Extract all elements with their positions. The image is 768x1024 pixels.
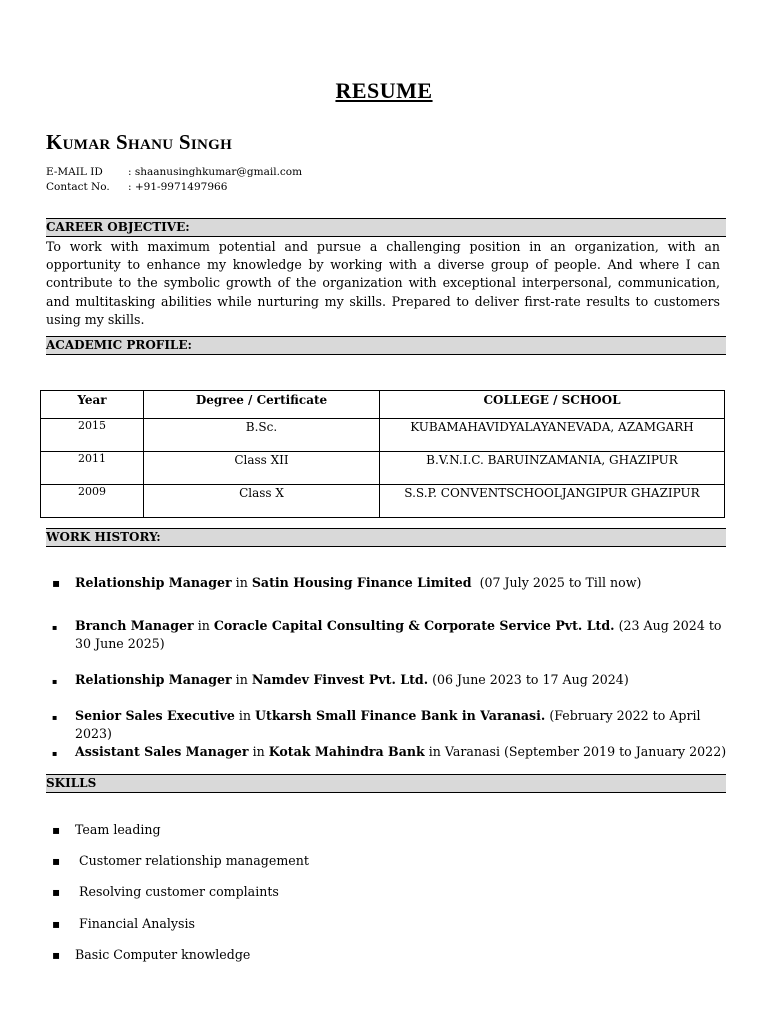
- college-cell: KUBAMAHAVIDYALAYANEVADA, AZAMGARH: [380, 419, 725, 452]
- list-item: [52, 707, 727, 743]
- bullet-icon: [52, 852, 72, 870]
- job-role: Assistant Sales Manager: [75, 744, 249, 759]
- job-company: Satin Housing Finance Limited: [251, 575, 472, 590]
- academic-profile-heading: ACADEMIC PROFILE:: [46, 336, 726, 355]
- table-row: [41, 419, 725, 452]
- job-period: (February 2022 to April 2023): [75, 708, 701, 741]
- bullet-icon: [52, 821, 72, 839]
- list-item: [52, 946, 727, 964]
- table-row: [41, 452, 725, 485]
- job-connector: in: [231, 672, 252, 687]
- job-connector: in: [248, 744, 269, 759]
- college-cell: B.V.N.I.C. BARUINZAMANIA, GHAZIPUR: [380, 452, 725, 485]
- bullet-icon: [52, 915, 72, 933]
- column-header-year: Year: [41, 391, 144, 419]
- email-label: E-MAIL ID: [46, 166, 103, 178]
- bullet-icon: [52, 946, 72, 964]
- career-objective-text: To work with maximum potential and pursue a challenging position in an organization, with an opportunity to enhance my knowledge by working with a diverse group of people. And where I can contribute to the symbolic growth of the organization with exceptional interpersonal, communication, and multitasking abilities while nurturing my skills. Prepared to deliver first-rate results to customers using my skills.: [46, 239, 720, 327]
- list-item: [52, 915, 727, 933]
- list-item: [52, 671, 727, 689]
- job-company: Utkarsh Small Finance Bank in Varanasi.: [255, 708, 546, 723]
- job-company: Kotak Mahindra Bank: [268, 744, 425, 759]
- job-role: Relationship Manager: [75, 672, 232, 687]
- email-line: [46, 166, 302, 178]
- job-period: in Varanasi (September 2019 to January 2022): [424, 744, 727, 759]
- skill-text: Basic Computer knowledge: [75, 947, 251, 962]
- skill-text: Team leading: [75, 822, 161, 837]
- degree-cell: B.Sc.: [144, 419, 380, 452]
- column-header-college: COLLEGE / SCHOOL: [380, 391, 725, 419]
- phone-line: [46, 181, 227, 193]
- year-cell: 2015: [41, 419, 144, 452]
- job-role: Relationship Manager: [75, 575, 232, 590]
- document-title: RESUME: [335, 78, 433, 103]
- academic-table-header: [41, 391, 725, 419]
- academic-table: [40, 390, 725, 518]
- column-header-degree: Degree / Certificate: [144, 391, 380, 419]
- list-item: [52, 821, 727, 839]
- list-item: [52, 617, 727, 653]
- degree-cell: Class X: [144, 485, 380, 518]
- skill-text: Customer relationship management: [75, 853, 309, 868]
- degree-cell: Class XII: [144, 452, 380, 485]
- list-item: [52, 883, 727, 901]
- bullet-icon: [52, 743, 72, 763]
- skills-heading: SKILLS: [46, 774, 726, 793]
- list-item: [52, 743, 727, 761]
- job-connector: in: [234, 708, 256, 723]
- skill-text: Resolving customer complaints: [75, 884, 279, 899]
- work-history-heading: WORK HISTORY:: [46, 528, 726, 547]
- bullet-icon: [52, 617, 72, 637]
- email-value: : shaanusinghkumar@gmail.com: [128, 166, 303, 178]
- job-period: (07 July 2025 to Till now): [471, 575, 642, 590]
- list-item: [52, 852, 727, 870]
- list-item: [52, 574, 727, 592]
- bullet-icon: [52, 574, 72, 592]
- job-connector: in: [193, 618, 214, 633]
- bullet-icon: [52, 707, 72, 727]
- table-row: [41, 485, 725, 518]
- bullet-icon: [52, 883, 72, 901]
- phone-label: Contact No.: [46, 181, 110, 193]
- job-connector: in: [231, 575, 252, 590]
- phone-value: : +91-9971497966: [128, 181, 228, 193]
- skill-text: Financial Analysis: [75, 916, 195, 931]
- year-cell: 2011: [41, 452, 144, 485]
- career-objective-heading: CAREER OBJECTIVE:: [46, 218, 726, 237]
- year-cell: 2009: [41, 485, 144, 518]
- job-role: Branch Manager: [75, 618, 194, 633]
- job-role: Senior Sales Executive: [75, 708, 235, 723]
- job-period: (23 Aug 2024 to 30 June 2025): [75, 618, 722, 651]
- bullet-icon: [52, 671, 72, 691]
- job-company: Coracle Capital Consulting & Corporate Service Pvt. Ltd.: [213, 618, 615, 633]
- college-cell: S.S.P. CONVENTSCHOOLJANGIPUR GHAZIPUR: [380, 485, 725, 518]
- candidate-name: Kumar Shanu Singh: [46, 130, 233, 154]
- job-period: (06 June 2023 to 17 Aug 2024): [428, 672, 629, 687]
- job-company: Namdev Finvest Pvt. Ltd.: [251, 672, 429, 687]
